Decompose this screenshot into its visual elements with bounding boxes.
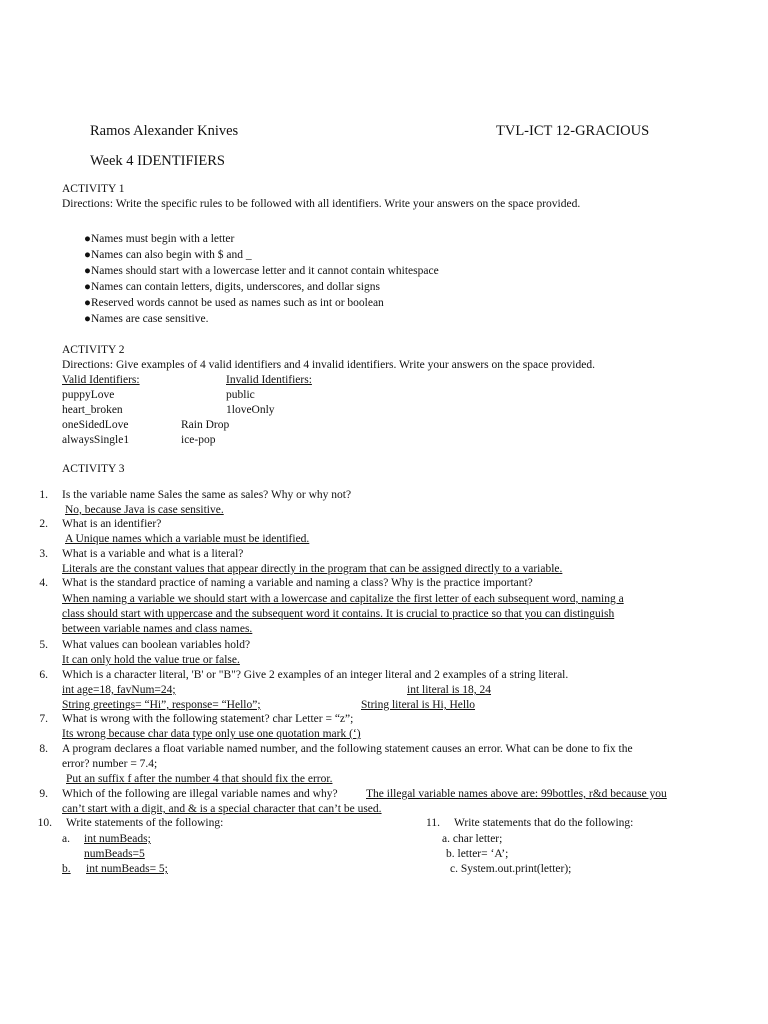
- question-text: Which of the following are illegal variable names and why?: [62, 788, 338, 800]
- question-number: 7.: [39, 713, 48, 725]
- activity2-directions: Directions: Give examples of 4 valid identifiers and 4 invalid identifiers. Write your answers on the space provided.: [62, 359, 595, 371]
- answer-text: No, because Java is case sensitive.: [65, 504, 224, 516]
- answer-text: between variable names and class names.: [62, 623, 253, 635]
- question-number: 3.: [39, 548, 48, 560]
- rule-item: ●Names can also begin with $ and _: [84, 249, 252, 261]
- question-text: What is the standard practice of naming a variable and naming a class? Why is the practice important?: [62, 577, 533, 589]
- answer-text: int numBeads;: [84, 833, 151, 845]
- answer-text: class should start with uppercase and the subsequent word it contains. It is crucial to practice so that you can distinguish: [62, 608, 615, 620]
- question-number: 4.: [39, 577, 48, 589]
- activity1-title: ACTIVITY 1: [62, 183, 125, 195]
- question-text: Write statements of the following:: [66, 817, 224, 829]
- answer-text: int age=18, favNum=24;: [62, 684, 176, 696]
- question-text: A program declares a float variable named number, and the following statement causes an error. What can be done to fix the: [62, 743, 633, 755]
- question-text: What is wrong with the following statement? char Letter = “z”;: [62, 713, 354, 725]
- question-number: 9.: [39, 788, 48, 800]
- question-text: Which is a character literal, 'B' or "B"? Give 2 examples of an integer literal and 2 examples of a string literal.: [62, 669, 569, 681]
- question-number: 10.: [37, 817, 52, 829]
- answer-text: It can only hold the value true or false.: [62, 654, 240, 666]
- rule-item: ●Reserved words cannot be used as names such as int or boolean: [84, 297, 384, 309]
- answer-text: String greetings= “Hi”, response= “Hello”;: [62, 699, 261, 711]
- valid-identifier: heart_broken: [62, 404, 123, 416]
- answer-text: b. letter= ‘A’;: [446, 848, 509, 860]
- answer-text: Literals are the constant values that appear directly in the program that can be assigned directly to a variable.: [62, 563, 563, 575]
- invalid-identifier: Rain Drop: [181, 419, 230, 431]
- question-text: Write statements that do the following:: [454, 817, 634, 829]
- rules-list: [84, 232, 439, 328]
- invalid-identifier: ice-pop: [181, 434, 216, 446]
- question-number: 5.: [39, 639, 48, 651]
- question-text: error? number = 7.4;: [62, 758, 158, 770]
- answer-text: can’t start with a digit, and & is a special character that can’t be used.: [62, 803, 382, 815]
- invalid-identifier: 1loveOnly: [226, 404, 275, 416]
- answer-text: c. System.out.print(letter);: [450, 863, 572, 875]
- question-text: What is an identifier?: [62, 518, 162, 530]
- question-text: What values can boolean variables hold?: [62, 639, 251, 651]
- question-number: 6.: [39, 669, 48, 681]
- answer-text: int numBeads= 5;: [86, 863, 168, 875]
- answer-text: Its wrong because char data type only use one quotation mark (‘): [62, 728, 361, 740]
- week-title: Week 4 IDENTIFIERS: [90, 153, 225, 169]
- activity3-title: ACTIVITY 3: [62, 463, 125, 475]
- answer-text: A Unique names which a variable must be identified.: [65, 533, 310, 545]
- question-text: Is the variable name Sales the same as sales? Why or why not?: [62, 489, 352, 501]
- answer-text: When naming a variable we should start with a lowercase and capitalize the first letter of each subsequent word, naming a: [62, 593, 624, 605]
- answer-text: numBeads=5: [84, 848, 145, 860]
- class-section: TVL-ICT 12-GRACIOUS: [496, 123, 650, 139]
- question-text: What is a variable and what is a literal?: [62, 548, 244, 560]
- question-number: 1.: [39, 489, 48, 501]
- answer-text: The illegal variable names above are: 99bottles, r&d because you: [366, 788, 667, 800]
- answer-text: int literal is 18, 24: [407, 684, 492, 696]
- valid-identifier: oneSidedLove: [62, 419, 129, 431]
- question-number: 8.: [39, 743, 48, 755]
- question-number: 11.: [426, 817, 440, 829]
- rule-item: ●Names are case sensitive.: [84, 313, 209, 325]
- activity2-title: ACTIVITY 2: [62, 344, 125, 356]
- valid-identifier: puppyLove: [62, 389, 115, 401]
- rule-item: ●Names can contain letters, digits, underscores, and dollar signs: [84, 281, 380, 293]
- answer-text: String literal is Hi, Hello: [361, 699, 476, 711]
- student-name: Ramos Alexander Knives: [90, 123, 239, 139]
- question-number: 2.: [39, 518, 48, 530]
- activity1-directions: Directions: Write the specific rules to be followed with all identifiers. Write your answers on the space provided.: [62, 198, 581, 210]
- valid-identifier: alwaysSingle1: [62, 434, 130, 446]
- answer-text: Put an suffix f after the number 4 that should fix the error.: [66, 773, 333, 785]
- answer-text: a. char letter;: [442, 833, 503, 845]
- invalid-identifiers-header: Invalid Identifiers:: [226, 374, 312, 386]
- item-label: b.: [62, 863, 71, 875]
- invalid-identifier: public: [226, 389, 255, 401]
- valid-identifiers-header: Valid Identifiers:: [62, 374, 140, 386]
- item-label: a.: [62, 833, 70, 845]
- rule-item: ●Names must begin with a letter: [84, 233, 235, 245]
- rule-item: ●Names should start with a lowercase letter and it cannot contain whitespace: [84, 265, 439, 277]
